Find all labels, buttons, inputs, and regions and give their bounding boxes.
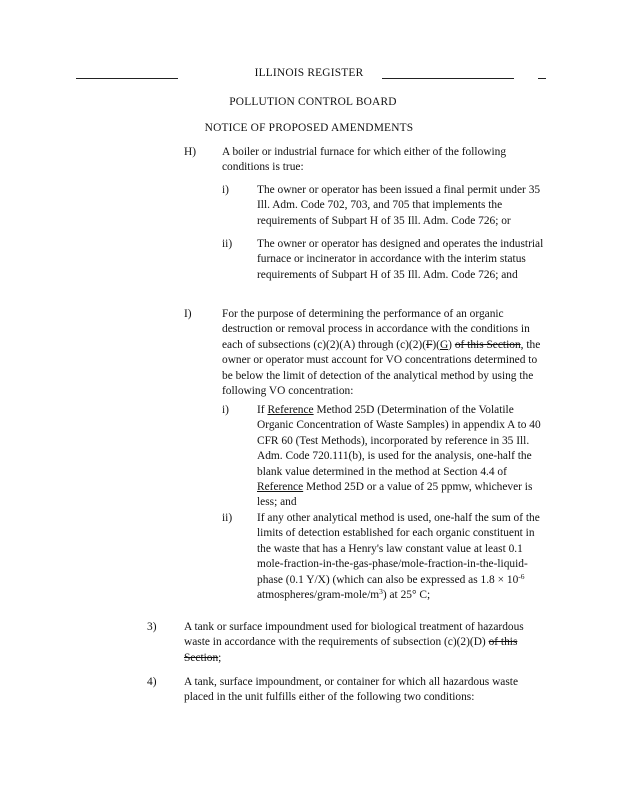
- item-i-ii-t2: atmospheres/gram-mole/m: [257, 589, 380, 602]
- inserted-reference-1: Reference: [267, 404, 314, 416]
- item-h-ii-text: The owner or operator has designed and operates the industrial furnace or incinerator in accordance with the interim status requirements of Subpart H of 35 Ill. Adm. Code 726; and: [257, 238, 544, 281]
- item-i-ii-t3: ) at 25° C;: [382, 589, 431, 602]
- item-i-i-text: [257, 403, 545, 511]
- item-i-text-before: For the purpose of determining the performance of an organic destruction or removal process in accordance with the conditions in each of subsections (c)(2)(A) through (c)(2)(: [222, 308, 530, 351]
- deleted-f: F: [426, 338, 433, 351]
- item-i-i-label: i): [222, 404, 229, 416]
- exponent-3: 3: [379, 587, 383, 597]
- item-i-ii-label: ii): [222, 512, 233, 524]
- item-3-text: [184, 620, 546, 666]
- item-i-ii-t1: If any other analytical method is used, one-half the sum of the limits of detection established for each organic constituent in the waste that has a Henry's law constant value at least 0.1 mole-fraction-in-the-gas-phase/mole-fraction-in-the-liquid-phase (0.1 Y/X) (which can also be expressed as 1.8 × 10: [257, 512, 540, 586]
- item-h-i-label: i): [222, 184, 229, 196]
- item-h-label: H): [184, 146, 197, 158]
- item-3-label: 3): [147, 621, 157, 633]
- item-4-text: A tank, surface impoundment, or container for which all hazardous waste placed in the unit fulfills either of the following two conditions:: [184, 676, 519, 704]
- item-i-ii-text: [257, 511, 545, 603]
- item-i-i-t2: Method 25D (Determination of the Volatile Organic Concentration of Waste Samples) in appendix A to 40 CFR 60 (Test Methods), incorporated by reference in 35 Ill. Adm. Code 720.111(b), is used for the analysis, one-half the blank value determined in the method at Section 4.4 of: [257, 404, 541, 478]
- item-i-i-t1: If: [257, 404, 268, 416]
- notice-title: NOTICE OF PROPOSED AMENDMENTS: [204, 122, 414, 134]
- item-i-text-mid: )(: [432, 338, 440, 351]
- exponent-neg6: -6: [518, 571, 525, 581]
- deleted-of-this-section: of this Section: [454, 338, 521, 351]
- register-title: ILLINOIS REGISTER: [254, 67, 364, 79]
- item-3-t1: A tank or surface impoundment used for biological treatment of hazardous waste in accordance with the requirements of subsection (c)(2)(D): [184, 621, 524, 649]
- item-i-text-space: ): [448, 338, 455, 351]
- item-4-label: 4): [147, 676, 157, 688]
- item-i-text-after: , the owner or operator must account for VO concentrations determined to be below the limit of detection of the analytical method by using the following VO concentration:: [222, 338, 541, 398]
- item-i-text: [222, 307, 542, 399]
- inserted-reference-2: Reference: [257, 481, 304, 494]
- deleted-of-this-section-2: of this Section: [184, 636, 518, 664]
- inserted-g: G: [439, 338, 449, 351]
- item-h-ii-label: ii): [222, 238, 233, 250]
- board-title: POLLUTION CONTROL BOARD: [229, 96, 397, 108]
- item-h-i-text: The owner or operator has been issued a final permit under 35 Ill. Adm. Code 702, 703, and 705 that implements the requirements of Subpart H of 35 Ill. Adm. Code 726; or: [257, 184, 541, 227]
- item-3-t2: ;: [218, 651, 222, 664]
- item-h-text: A boiler or industrial furnace for which either of the following conditions is true:: [222, 146, 507, 174]
- item-i-i-t3: Method 25D or a value of 25 ppmw, whichever is less; and: [257, 481, 533, 509]
- item-i-label: I): [184, 308, 192, 320]
